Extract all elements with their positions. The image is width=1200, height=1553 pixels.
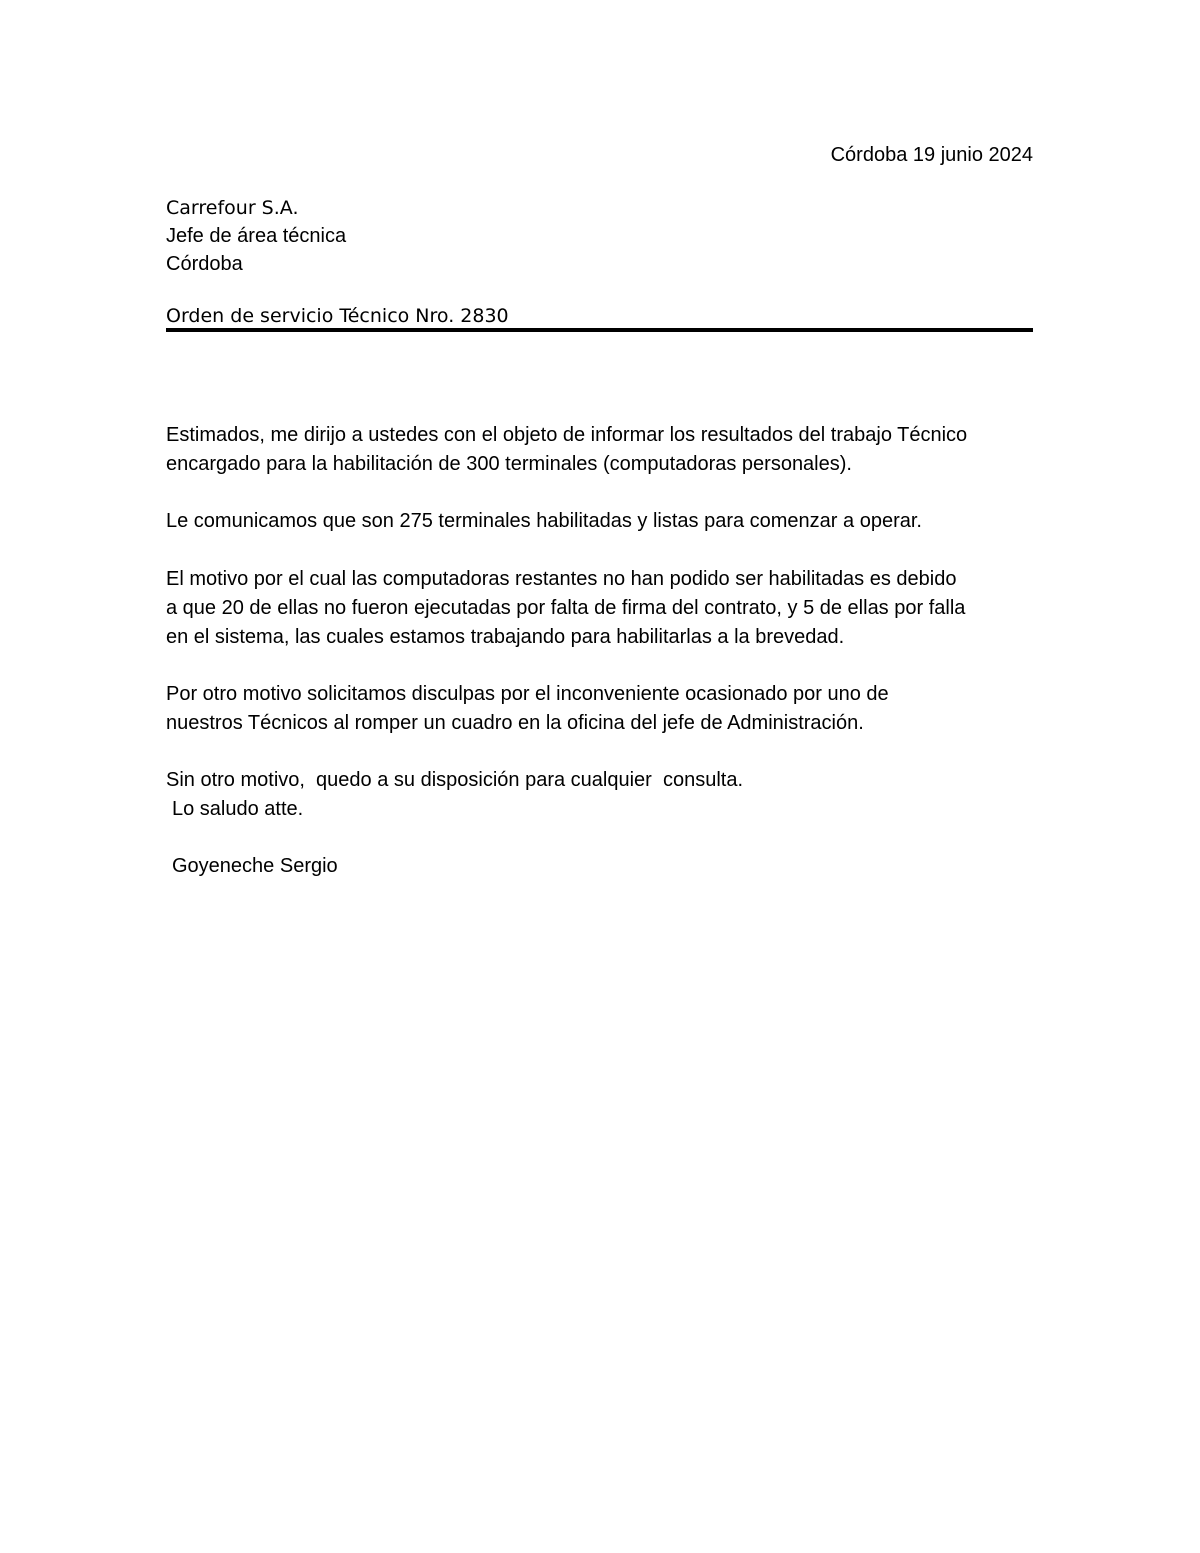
signature-name: Goyeneche Sergio (172, 855, 338, 877)
paragraph-1-line-1: Estimados, me dirijo a ustedes con el objeto de informar los resultados del trabajo Técnico (166, 424, 968, 446)
paragraph-3-line-2: a que 20 de ellas no fueron ejecutadas por falta de firma del contrato, y 5 de ellas por falla (166, 597, 966, 619)
paragraph-4-line-2: nuestros Técnicos al romper un cuadro en la oficina del jefe de Administración. (166, 712, 864, 734)
paragraph-4-line-1: Por otro motivo solicitamos disculpas por el inconveniente ocasionado por uno de (166, 683, 889, 705)
paragraph-1-line-2: encargado para la habilitación de 300 terminales (computadoras personales). (166, 453, 852, 475)
recipient-position: Jefe de área técnica (166, 225, 347, 247)
subject-underline (166, 328, 1033, 332)
paragraph-3-line-3: en el sistema, las cuales estamos trabajando para habilitarlas a la brevedad. (166, 626, 845, 648)
closing-line: Lo saludo atte. (172, 798, 304, 820)
recipient-company: Carrefour S.A. (166, 197, 299, 219)
subject-line: Orden de servicio Técnico Nro. 2830 (166, 305, 509, 327)
paragraph-5-line-1: Sin otro motivo, quedo a su disposición para cualquier consulta. (166, 769, 744, 791)
letter-date: Córdoba 19 junio 2024 (830, 144, 1033, 166)
paragraph-3-line-1: El motivo por el cual las computadoras restantes no han podido ser habilitadas es debido (166, 568, 957, 590)
paragraph-2-line-1: Le comunicamos que son 275 terminales habilitadas y listas para comenzar a operar. (166, 510, 922, 532)
recipient-city: Córdoba (166, 253, 243, 275)
